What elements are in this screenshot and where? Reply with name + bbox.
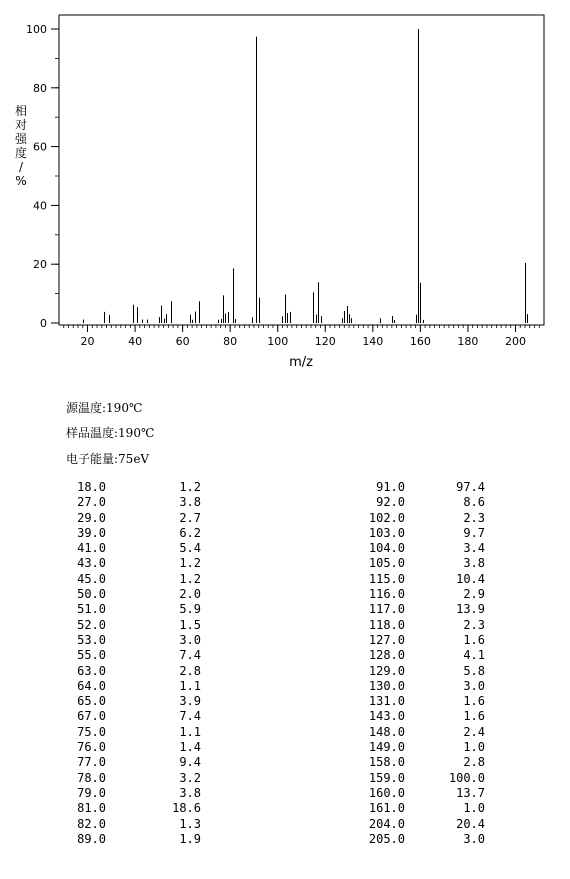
mz-value: 78.0 [77,770,106,785]
abundance-value: 3.9 [179,694,201,709]
mz-value: 118.0 [368,617,405,632]
table-row [66,801,216,816]
mz-value: 79.0 [77,785,106,800]
mz-value: 117.0 [368,602,405,617]
abundance-value: 18.6 [172,801,201,816]
x-tick-label: 80 [223,335,238,348]
table-row [66,526,216,541]
mz-value: 67.0 [77,709,106,724]
x-tick-label: 140 [362,335,384,348]
mz-value: 76.0 [77,740,106,755]
table-row [66,556,216,571]
mz-value: 116.0 [368,587,405,602]
mz-value: 204.0 [368,816,405,831]
table-row [345,572,495,587]
table-row [345,694,495,709]
mz-value: 39.0 [77,525,106,540]
abundance-value: 7.4 [179,709,201,724]
x-tick-label: 40 [128,335,143,348]
table-row [345,832,495,847]
mz-value: 149.0 [368,740,405,755]
table-row [66,725,216,740]
abundance-value: 9.4 [179,755,201,770]
x-axis-label: m/z [289,355,313,370]
abundance-value: 3.8 [179,495,201,510]
table-row [66,633,216,648]
y-axis-label: 相对强度/ % [14,104,28,188]
abundance-value: 2.3 [463,510,485,525]
mz-value: 77.0 [77,755,106,770]
abundance-value: 9.7 [463,525,485,540]
table-row [66,587,216,602]
mz-value: 115.0 [368,571,405,586]
table-row [66,740,216,755]
mz-value: 81.0 [77,801,106,816]
mz-value: 45.0 [77,571,106,586]
y-axis-ticks [26,23,59,330]
abundance-value: 1.6 [463,709,485,724]
table-row [66,602,216,617]
abundance-value: 1.4 [179,740,201,755]
mz-value: 50.0 [77,587,106,602]
y-tick-label: 0 [40,317,47,330]
abundance-value: 10.4 [456,571,485,586]
abundance-value: 3.8 [463,556,485,571]
table-row [345,602,495,617]
mz-value: 41.0 [77,541,106,556]
mz-value: 51.0 [77,602,106,617]
y-tick-label: 40 [33,199,47,213]
table-row [345,633,495,648]
abundance-value: 2.3 [463,617,485,632]
x-tick-label: 20 [80,335,95,348]
abundance-value: 7.4 [179,648,201,663]
abundance-value: 1.1 [179,724,201,739]
mz-value: 18.0 [77,480,106,494]
table-row [345,801,495,816]
table-row [66,694,216,709]
abundance-value: 1.5 [179,617,201,632]
mz-value: 29.0 [77,510,106,525]
abundance-value: 1.1 [179,678,201,693]
sample-temperature: 样品温度:190℃ [66,426,155,440]
mz-value: 89.0 [77,831,106,846]
table-row [66,572,216,587]
table-row [345,541,495,556]
abundance-value: 1.2 [179,480,201,494]
abundance-value: 1.6 [463,694,485,709]
x-tick-label: 120 [314,335,336,348]
y-tick-label: 100 [26,23,47,36]
table-row [66,511,216,526]
table-row [345,511,495,526]
table-row [345,709,495,724]
table-row [66,495,216,510]
abundance-value: 13.7 [456,785,485,800]
mz-value: 129.0 [368,663,405,678]
table-row [345,786,495,801]
table-row [345,480,495,495]
abundance-value: 3.0 [463,831,485,846]
mz-value: 53.0 [77,632,106,647]
peak-table-left [66,480,216,847]
mass-spectrum-chart [0,0,570,380]
abundance-value: 3.0 [179,632,201,647]
abundance-value: 20.4 [456,816,485,831]
abundance-value: 2.8 [179,663,201,678]
table-row [345,817,495,832]
mz-value: 52.0 [77,617,106,632]
table-row [345,495,495,510]
abundance-value: 1.0 [463,801,485,816]
spectrum-peaks [84,29,528,323]
abundance-value: 3.0 [463,678,485,693]
mz-value: 65.0 [77,694,106,709]
abundance-value: 1.6 [463,632,485,647]
y-tick-label: 60 [33,140,47,154]
mz-value: 43.0 [77,556,106,571]
abundance-value: 3.4 [463,541,485,556]
mz-value: 158.0 [368,755,405,770]
abundance-value: 5.4 [179,541,201,556]
abundance-value: 1.9 [179,831,201,846]
table-row [66,786,216,801]
table-row [66,832,216,847]
abundance-value: 8.6 [463,495,485,510]
abundance-value: 1.3 [179,816,201,831]
mz-value: 104.0 [368,541,405,556]
x-tick-label: 100 [267,335,289,348]
mz-value: 128.0 [368,648,405,663]
table-row [66,755,216,770]
y-minor-ticks [55,29,59,323]
abundance-value: 1.2 [179,571,201,586]
y-tick-label: 20 [33,258,47,272]
abundance-value: 13.9 [456,602,485,617]
mz-value: 91.0 [376,480,405,494]
plot-frame [59,15,544,325]
x-tick-label: 200 [504,335,526,348]
abundance-value: 3.2 [179,770,201,785]
x-tick-label: 60 [175,335,190,348]
mz-value: 105.0 [368,556,405,571]
mz-value: 160.0 [368,785,405,800]
table-row [345,556,495,571]
mz-value: 148.0 [368,724,405,739]
mz-value: 205.0 [368,831,405,846]
table-row [66,817,216,832]
abundance-value: 5.8 [463,663,485,678]
mz-value: 63.0 [77,663,106,678]
table-row [66,664,216,679]
mz-value: 130.0 [368,678,405,693]
mz-value: 102.0 [368,510,405,525]
table-row [345,664,495,679]
table-row [66,771,216,786]
mz-value: 127.0 [368,632,405,647]
table-row [345,526,495,541]
abundance-value: 2.8 [463,755,485,770]
x-tick-label: 180 [457,335,479,348]
table-row [345,740,495,755]
table-row [345,587,495,602]
table-row [66,679,216,694]
mz-value: 27.0 [77,495,106,510]
mz-value: 55.0 [77,648,106,663]
mz-value: 159.0 [368,770,405,785]
table-row [66,709,216,724]
mz-value: 161.0 [368,801,405,816]
table-row [345,725,495,740]
table-row [345,618,495,633]
mz-value: 143.0 [368,709,405,724]
x-axis-ticks [81,325,526,348]
mz-value: 131.0 [368,694,405,709]
abundance-value: 97.4 [456,480,485,494]
table-row [345,771,495,786]
abundance-value: 1.0 [463,740,485,755]
abundance-value: 2.7 [179,510,201,525]
table-row [66,648,216,663]
mz-value: 64.0 [77,678,106,693]
peak-table-right [345,480,495,847]
mz-value: 92.0 [376,495,405,510]
table-row [345,648,495,663]
abundance-value: 6.2 [179,525,201,540]
mz-value: 82.0 [77,816,106,831]
abundance-value: 2.0 [179,587,201,602]
electron-energy: 电子能量:75eV [66,452,150,466]
table-row [66,480,216,495]
abundance-value: 5.9 [179,602,201,617]
abundance-value: 4.1 [463,648,485,663]
table-row [345,755,495,770]
abundance-value: 1.2 [179,556,201,571]
table-row [66,541,216,556]
mz-value: 75.0 [77,724,106,739]
mz-value: 103.0 [368,525,405,540]
table-row [345,679,495,694]
abundance-value: 2.4 [463,724,485,739]
abundance-value: 100.0 [448,770,485,785]
abundance-value: 3.8 [179,785,201,800]
abundance-value: 2.9 [463,587,485,602]
source-temperature: 源温度:190℃ [66,401,143,415]
y-tick-label: 80 [33,81,47,95]
x-tick-label: 160 [409,335,431,348]
table-row [66,618,216,633]
